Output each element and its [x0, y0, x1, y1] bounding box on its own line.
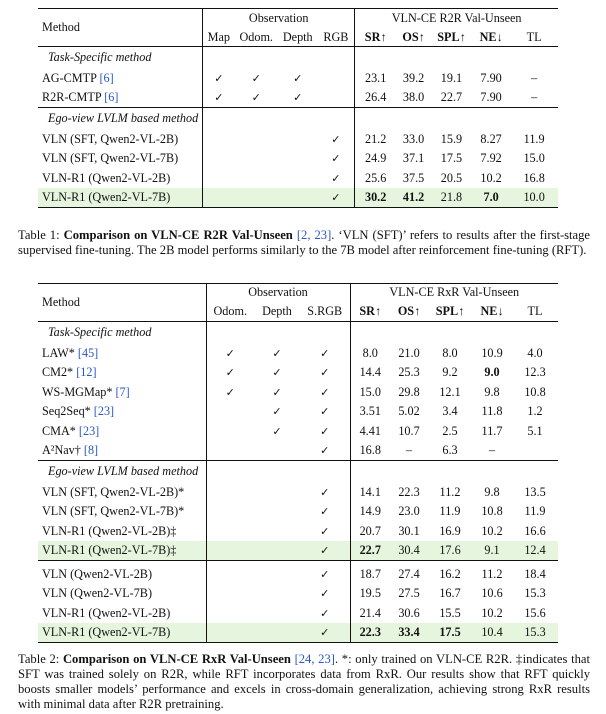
metric-value: 22.3: [398, 484, 420, 499]
metric-value: 10.0: [510, 188, 558, 208]
metric-value: 20.5: [440, 170, 463, 185]
metric-value: 33.4: [390, 623, 428, 643]
metric-value: 27.4: [398, 566, 420, 581]
section-title: Task-Specific method: [48, 50, 152, 65]
method-name: [38, 383, 206, 403]
method-name: [38, 149, 203, 169]
observation-check: [206, 483, 254, 503]
metric-value: 15.0: [350, 383, 390, 403]
metric-value: 22.7: [350, 541, 390, 561]
method-label: VLN-R1 (Qwen2-VL-2B)‡: [42, 523, 177, 538]
metric-value: 9.1: [472, 541, 512, 561]
metric-value: 19.1: [440, 70, 463, 85]
table-row: [38, 502, 558, 522]
table1-section: [38, 47, 558, 108]
metric-value: 11.9: [524, 504, 546, 519]
table-row: [38, 483, 558, 503]
metric-col-header: TL: [527, 303, 543, 318]
metric-value: 15.3: [512, 623, 558, 643]
metric-value: 10.6: [481, 586, 503, 601]
section-title: Ego-view LVLM based method: [48, 464, 199, 479]
metric-value: 9.0: [484, 365, 500, 380]
table-row: [38, 149, 558, 169]
metric-value: 4.41: [350, 422, 390, 442]
metric-value: –: [488, 443, 496, 457]
method-name: [38, 344, 206, 364]
method-label: A²Nav†: [42, 443, 81, 457]
table1-caption: [18, 228, 590, 258]
observation-check: ✓: [320, 485, 330, 499]
metric-value: 11.2: [439, 484, 461, 499]
table-row: [38, 363, 558, 383]
observation-check: ✓: [203, 88, 235, 108]
section-title-row: [38, 108, 558, 130]
metric-value: 12.1: [439, 384, 461, 399]
table-row: [38, 130, 558, 150]
metric-col-header: SPL↑: [437, 29, 466, 44]
metric-value: 18.7: [350, 565, 390, 585]
observation-check: [206, 502, 254, 522]
observation-check: [203, 149, 235, 169]
observation-check: ✓: [293, 71, 303, 85]
metric-value: 16.7: [439, 586, 461, 601]
observation-check: [206, 565, 254, 585]
observation-check: [254, 522, 300, 542]
observation-check: [234, 149, 278, 169]
observation-check: ✓: [206, 383, 254, 403]
observation-check: ✓: [318, 188, 355, 208]
table-row: [38, 344, 558, 364]
method-name: [38, 483, 206, 503]
method-name: [38, 422, 206, 442]
metric-value: 15.0: [523, 151, 545, 166]
method-label: VLN (SFT, Qwen2-VL-2B): [42, 131, 179, 146]
metric-value: 11.7: [481, 423, 503, 438]
observation-check: [254, 584, 300, 604]
observation-check: ✓: [331, 171, 341, 185]
metric-value: 30.4: [390, 541, 428, 561]
metric-value: 23.0: [398, 504, 420, 519]
metric-value: 38.0: [402, 90, 425, 104]
metric-value: 10.9: [481, 345, 503, 360]
section-title-row: [38, 47, 558, 69]
metric-col-header: SR↑: [355, 29, 396, 47]
metric-value: 10.2: [481, 523, 503, 538]
metric-value: 16.8: [523, 170, 545, 185]
observation-check: [206, 623, 254, 643]
citation-link[interactable]: [23]: [78, 423, 100, 438]
table-row: [38, 584, 558, 604]
observation-check: ✓: [272, 385, 282, 399]
metric-value: 33.0: [402, 131, 425, 146]
method-name: [38, 441, 206, 461]
caption-title: Comparison on VLN-CE RxR Val-Unseen: [62, 652, 291, 666]
observation-check: ✓: [320, 444, 330, 457]
metric-value: 15.9: [440, 131, 463, 146]
observation-check: [203, 130, 235, 150]
observation-check: [318, 69, 355, 89]
section-title-row: [38, 322, 558, 344]
observation-check: [254, 565, 300, 585]
metric-value: 21.8: [431, 188, 472, 208]
observation-check: [254, 483, 300, 503]
table-row: [38, 383, 558, 403]
metric-value: 17.6: [428, 541, 472, 561]
method-label: VLN-R1 (Qwen2-VL-2B): [42, 605, 171, 620]
metric-value: 15.6: [524, 605, 546, 620]
table2-section: [38, 461, 558, 561]
metric-value: 7.90: [480, 90, 502, 104]
observation-check: [254, 502, 300, 522]
observation-check: [318, 88, 355, 108]
method-label: LAW*: [42, 345, 75, 360]
table-row: [38, 422, 558, 442]
observation-check: [254, 623, 300, 643]
method-header: Method: [42, 20, 80, 34]
table-row: [38, 188, 558, 208]
metric-value: 26.4: [355, 88, 396, 108]
observation-check: [203, 188, 235, 208]
caption-label: Table 2:: [18, 652, 60, 666]
table2-section: [38, 561, 558, 643]
metric-value: 22.3: [350, 623, 390, 643]
metric-value: 30.1: [398, 523, 420, 538]
observation-check: ✓: [272, 424, 282, 438]
metric-value: 17.5: [428, 623, 472, 643]
method-label: VLN-R1 (Qwen2-VL-7B): [42, 625, 171, 639]
observation-check: ✓: [251, 91, 261, 104]
table-2: [38, 283, 558, 643]
metric-value: 21.0: [398, 345, 420, 360]
method-name: [38, 604, 206, 624]
method-name: [38, 69, 203, 89]
metric-col-header: SR↑: [350, 302, 390, 322]
method-name: [38, 88, 203, 108]
section-title: Task-Specific method: [48, 325, 152, 340]
method-label: AG-CMTP: [42, 70, 97, 85]
metric-col-header: SPL↑: [435, 303, 465, 318]
observation-check: [234, 169, 278, 189]
metric-value: 21.2: [355, 130, 396, 150]
caption-refs[interactable]: [2, 23]: [296, 228, 332, 242]
metric-value: 15.5: [439, 605, 461, 620]
metric-value: 25.3: [398, 365, 420, 380]
method-label: Seq2Seq*: [42, 404, 91, 419]
metric-value: 11.2: [481, 566, 503, 581]
observation-check: [278, 149, 318, 169]
obs-col-header: Odom.: [239, 29, 273, 44]
observation-check: ✓: [320, 567, 330, 581]
metric-value: 18.4: [524, 566, 546, 581]
caption-label: Table 1:: [18, 228, 60, 242]
table-row: [38, 441, 558, 461]
table-row: [38, 169, 558, 189]
method-label: VLN (Qwen2-VL-7B): [42, 586, 152, 601]
method-label: VLN (SFT, Qwen2-VL-2B)*: [42, 484, 185, 499]
metric-value: 10.2: [480, 170, 502, 185]
table-row: [38, 402, 558, 422]
metric-value: 3.51: [350, 402, 390, 422]
metric-col-header: NE↓: [479, 29, 503, 44]
observation-check: ✓: [300, 541, 350, 561]
metric-value: 29.8: [398, 384, 420, 399]
metric-value: 11.8: [481, 404, 503, 419]
table-row: [38, 604, 558, 624]
metric-value: 37.1: [402, 151, 425, 166]
observation-check: ✓: [320, 587, 330, 601]
observation-check: ✓: [206, 344, 254, 364]
table-row: [38, 565, 558, 585]
table2-caption: [18, 652, 590, 712]
observation-check: ✓: [320, 346, 330, 360]
method-name: [38, 188, 203, 208]
metric-value: 9.8: [484, 484, 500, 499]
metric-value: 16.9: [439, 523, 461, 538]
metric-value: –: [531, 90, 538, 104]
metric-value: 10.8: [524, 384, 546, 399]
observation-check: [206, 441, 254, 461]
benchmark-header: VLN-CE RxR Val-Unseen: [350, 284, 558, 302]
metric-value: 10.8: [481, 504, 503, 519]
metric-value: 10.7: [398, 423, 420, 438]
method-name: [38, 522, 206, 542]
metric-value: 27.5: [398, 586, 420, 601]
method-header: Method: [42, 295, 80, 309]
metric-value: 5.02: [398, 404, 420, 419]
method-label: VLN (SFT, Qwen2-VL-7B): [42, 151, 179, 166]
table-row: [38, 69, 558, 89]
observation-check: ✓: [320, 606, 330, 620]
metric-value: 21.4: [350, 604, 390, 624]
metric-value: –: [405, 443, 413, 457]
metric-col-header: OS↑: [397, 303, 421, 318]
metric-value: 11.9: [439, 504, 461, 519]
observation-check: [206, 541, 254, 561]
caption-title: Comparison on VLN-CE R2R Val-Unseen: [63, 228, 293, 242]
method-name: [38, 130, 203, 150]
metric-value: 14.4: [350, 363, 390, 383]
method-name: [38, 565, 206, 585]
obs-col-header: Depth: [262, 303, 292, 318]
metric-value: 30.6: [398, 605, 420, 620]
method-label: CMA*: [42, 423, 76, 438]
benchmark-header: VLN-CE R2R Val-Unseen: [355, 9, 558, 29]
citation-link[interactable]: [12]: [76, 365, 97, 380]
metric-value: 7.92: [480, 151, 502, 166]
metric-col-header: TL: [526, 29, 542, 44]
observation-check: [254, 441, 300, 461]
table1-section: [38, 108, 558, 208]
observation-check: ✓: [331, 132, 341, 146]
observation-check: [206, 584, 254, 604]
method-name: [38, 502, 206, 522]
metric-value: 12.4: [512, 541, 558, 561]
table-row: [38, 522, 558, 542]
observation-check: [206, 402, 254, 422]
observation-check: [254, 604, 300, 624]
metric-value: 10.2: [481, 605, 503, 620]
method-label: VLN-R1 (Qwen2-VL-7B): [42, 190, 171, 204]
metric-value: 25.6: [355, 169, 396, 189]
observation-check: ✓: [300, 623, 350, 643]
method-name: [38, 623, 206, 643]
metric-value: 20.7: [350, 522, 390, 542]
metric-value: 30.2: [355, 188, 396, 208]
metric-value: 8.27: [480, 131, 502, 146]
metric-value: 15.3: [524, 586, 546, 601]
observation-check: [254, 541, 300, 561]
observation-check: ✓: [320, 524, 330, 538]
method-name: [38, 541, 206, 561]
metric-value: 9.8: [484, 384, 500, 399]
observation-check: [278, 169, 318, 189]
observation-header: Observation: [203, 9, 355, 29]
metric-value: 13.5: [524, 484, 546, 499]
method-name: [38, 402, 206, 422]
metric-value: 4.0: [527, 345, 543, 360]
obs-col-header: Odom.: [206, 302, 254, 322]
observation-check: ✓: [272, 346, 282, 360]
metric-value: 6.3: [442, 443, 458, 457]
observation-check: ✓: [203, 69, 235, 89]
table-row: [38, 541, 558, 561]
caption-text: . ‘VLN (SFT)’ refers to results after the first-stage supervised fine-tuning. The 2B model performs similarly to the 7B model after reinforcement fine-tuning (RFT).: [18, 228, 591, 257]
metric-value: 23.1: [355, 69, 396, 89]
table-1: [38, 8, 558, 208]
section-title-row: [38, 461, 558, 483]
citation-link[interactable]: [6]: [104, 90, 119, 104]
method-label: VLN-R1 (Qwen2-VL-7B)‡: [42, 543, 177, 557]
observation-check: ✓: [320, 424, 330, 438]
metric-value: 14.1: [350, 483, 390, 503]
caption-text: . *: only trained on VLN-CE R2R. ‡indicates that SFT was trained solely on R2R, while RFT incorporates data from RxR. Our results show that RFT quickly boosts smaller models’ performance and excels in cross-domain generalization, achieving strong RxR results with minimal data after R2R pretraining.: [18, 652, 590, 711]
metric-value: 37.5: [402, 170, 425, 185]
observation-check: ✓: [320, 405, 330, 419]
table2-section: [38, 322, 558, 461]
observation-check: [278, 188, 318, 208]
citation-link[interactable]: [8]: [83, 443, 99, 457]
metric-value: 24.9: [355, 149, 396, 169]
metric-value: 7.0: [472, 188, 510, 208]
metric-value: 16.8: [350, 441, 390, 461]
metric-value: 11.9: [523, 131, 545, 146]
metric-value: 8.0: [442, 345, 458, 360]
observation-check: ✓: [206, 363, 254, 383]
method-label: VLN (Qwen2-VL-2B): [42, 566, 152, 581]
observation-check: ✓: [320, 366, 330, 380]
metric-value: 22.7: [440, 90, 463, 104]
observation-header: Observation: [206, 284, 350, 302]
observation-check: ✓: [293, 91, 303, 104]
metric-value: 7.90: [480, 70, 502, 85]
method-label: R2R-CMTP: [42, 90, 102, 104]
citation-link[interactable]: [6]: [99, 70, 114, 85]
metric-value: [512, 441, 558, 461]
observation-check: ✓: [251, 71, 261, 85]
observation-check: ✓: [331, 152, 341, 166]
method-name: [38, 169, 203, 189]
metric-value: 14.9: [350, 502, 390, 522]
method-label: VLN-R1 (Qwen2-VL-2B): [42, 170, 171, 185]
observation-check: ✓: [272, 366, 282, 380]
observation-check: [206, 522, 254, 542]
metric-value: 10.4: [472, 623, 512, 643]
citation-link[interactable]: [45]: [77, 345, 99, 360]
citation-link[interactable]: [7]: [115, 384, 130, 399]
observation-check: ✓: [320, 505, 330, 519]
method-name: [38, 584, 206, 604]
observation-check: ✓: [320, 385, 330, 399]
citation-link[interactable]: [23]: [93, 404, 115, 419]
observation-check: [234, 130, 278, 150]
obs-col-header: Map: [203, 29, 235, 47]
observation-check: [206, 422, 254, 442]
metric-col-header: OS↑: [402, 29, 425, 44]
metric-value: 1.2: [527, 404, 543, 419]
metric-value: 8.0: [350, 344, 390, 364]
method-label: CM2*: [42, 365, 74, 380]
obs-col-header: S.RGB: [307, 303, 343, 318]
method-label: VLN (SFT, Qwen2-VL-7B)*: [42, 504, 185, 519]
metric-value: 9.2: [442, 365, 458, 380]
metric-value: 3.4: [442, 404, 458, 419]
observation-check: [206, 604, 254, 624]
metric-value: –: [531, 70, 538, 85]
metric-col-header: NE↓: [480, 303, 504, 318]
section-title: Ego-view LVLM based method: [48, 111, 199, 126]
obs-col-header: RGB: [323, 29, 349, 44]
metric-value: 5.1: [527, 423, 543, 438]
metric-value: 41.2: [396, 188, 431, 208]
metric-value: 12.3: [524, 365, 546, 380]
observation-check: [203, 169, 235, 189]
observation-check: [278, 130, 318, 150]
table-row: [38, 88, 558, 108]
metric-value: 16.6: [524, 523, 546, 538]
table-row: [38, 623, 558, 643]
metric-value: 17.5: [440, 151, 463, 166]
metric-value: 39.2: [402, 70, 425, 85]
caption-refs[interactable]: [24, 23]: [294, 652, 335, 666]
observation-check: ✓: [272, 405, 282, 419]
observation-check: [234, 188, 278, 208]
obs-col-header: Depth: [282, 29, 313, 44]
method-label: WS-MGMap*: [42, 384, 113, 399]
method-name: [38, 363, 206, 383]
metric-value: 16.2: [439, 566, 461, 581]
metric-value: 19.5: [350, 584, 390, 604]
metric-value: 2.5: [442, 423, 458, 438]
